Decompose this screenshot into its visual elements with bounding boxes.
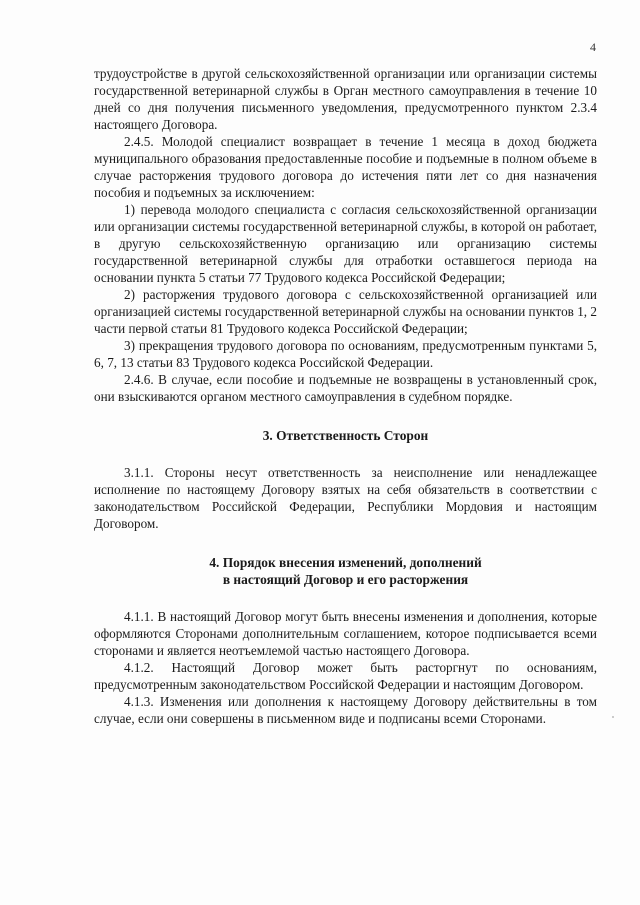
list-item-2: 2) расторжения трудового договора с сельскохозяйственной организацией или организацией системы государственной ветеринарной службы на основании пунктов 1, 2 части первой статьи 81 Трудового кодекса Российской Федерации; (94, 287, 597, 336)
paragraph-4-1-3: 4.1.3. Изменения или дополнения к настоящему Договору действительны в том случае, если они совершены в письменном виде и подписаны всеми Сторонами. (94, 694, 597, 726)
section-3-heading: 3. Ответственность Сторон (262, 428, 429, 443)
scan-speck (612, 716, 614, 718)
paragraph-4-1-2: 4.1.2. Настоящий Договор может быть расторгнут по основаниям, предусмотренным законодательством Российской Федерации и настоящим Договором. (94, 660, 597, 692)
document-body (94, 65, 597, 727)
paragraph-2-4-6: 2.4.6. В случае, если пособие и подъемные не возвращены в установленный срок, они взыскиваются органом местного самоуправления в судебном порядке. (94, 372, 597, 404)
list-item-1: 1) перевода молодого специалиста с согласия сельскохозяйственной организации или организации системы государственной ветеринарной службы, в которой он работает, в другую сельскохозяйственную организацию или организацию системы государственной ветеринарной службы для отработки оставшегося периода на основании пункта 5 статьи 77 Трудового кодекса Российской Федерации; (94, 202, 597, 285)
list-item-3: 3) прекращения трудового договора по основаниям, предусмотренным пунктами 5, 6, 7, 13 статьи 83 Трудового кодекса Российской Федерации. (94, 338, 597, 370)
page-number: 4 (590, 40, 596, 54)
paragraph-2-4-5: 2.4.5. Молодой специалист возвращает в течение 1 месяца в доход бюджета муниципального образования предоставленные пособие и подъемные в полном объеме в случае расторжения трудового договора до истечения пяти лет со дня назначения пособия и подъемных за исключением: (94, 134, 597, 200)
section-4-heading-line-1: 4. Порядок внесения изменений, дополнений (209, 555, 482, 570)
paragraph-continuation: трудоустройстве в другой сельскохозяйственной организации или организации системы государственной ветеринарной службы в Орган местного самоуправления в течение 10 дней со дня получения письменного уведомления, предусмотренного пунктом 2.3.4 настоящего Договора. (94, 66, 597, 132)
paragraph-3-1-1: 3.1.1. Стороны несут ответственность за неисполнение или ненадлежащее исполнение по настоящему Договору взятых на себя обязательств в соответствии с законодательством Российской Федерации, Республики Мордовия и настоящим Договором. (94, 465, 597, 531)
section-4-heading-line-2: в настоящий Договор и его расторжения (222, 572, 469, 587)
paragraph-4-1-1: 4.1.1. В настоящий Договор могут быть внесены изменения и дополнения, которые оформляются Сторонами дополнительным соглашением, которое подписывается всеми сторонами и является неотъемлемой частью настоящего Договора. (94, 609, 597, 658)
